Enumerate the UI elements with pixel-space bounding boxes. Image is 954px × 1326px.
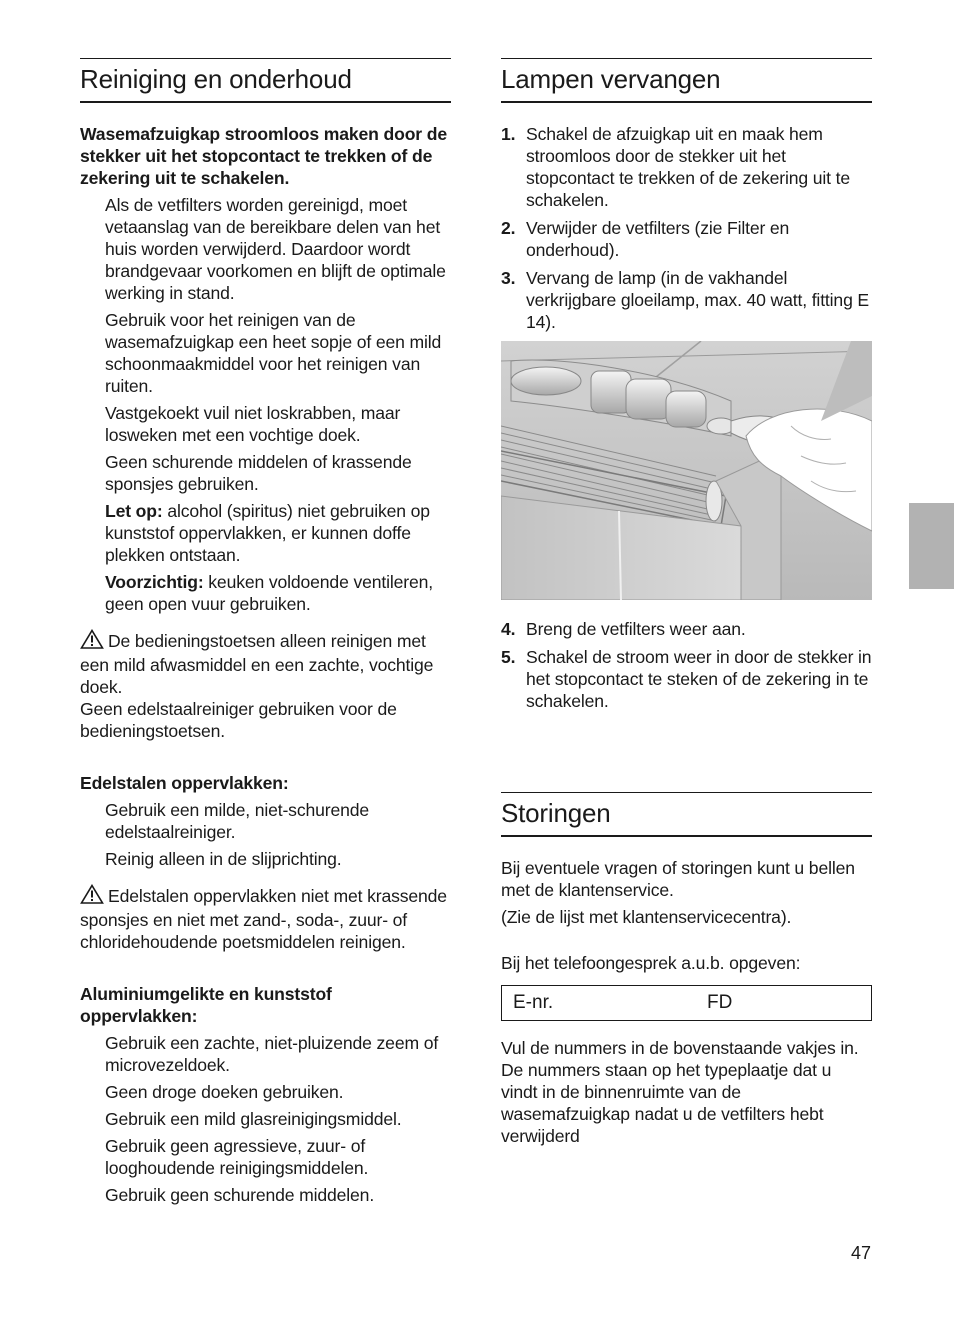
right-column	[501, 58, 872, 1147]
list-item	[501, 217, 872, 261]
list-item	[501, 618, 872, 640]
warning-controls-extra: Geen edelstaalreiniger gebruiken voor de bedieningstoetsen.	[80, 699, 397, 741]
warning-triangle-icon	[80, 884, 104, 909]
lamp-steps-list	[501, 123, 872, 333]
steel-heading: Edelstalen oppervlakken:	[80, 773, 289, 793]
step-text: Schakel de afzuigkap uit en maak hem stroomloos door de stekker uit het stopcontact te trekken of de zekering uit te schakelen.	[526, 124, 850, 210]
section-title-lamps: Lampen vervangen	[501, 58, 872, 103]
enr-label: E-nr.	[513, 992, 554, 1013]
paragraph: Geen schurende middelen of krassende sponsjes gebruiken.	[105, 452, 412, 494]
warning-triangle-icon	[80, 629, 104, 654]
step-number: 1.	[501, 124, 516, 144]
lamp-steps-list-2	[501, 618, 872, 712]
lamp-replacement-illustration	[501, 341, 872, 600]
step-number: 5.	[501, 647, 516, 667]
paragraph: Gebruik voor het reinigen van de wasemafzuigkap een heet sopje of een mild schoonmaakmiddel voor het reinigen van ruiten.	[105, 310, 442, 396]
alu-item: Gebruik geen schurende middelen.	[105, 1185, 375, 1205]
step-number: 2.	[501, 218, 516, 238]
fd-label: FD	[707, 992, 733, 1013]
faults-paragraph: (Zie de lijst met klantenservicecentra).	[501, 907, 792, 927]
chapter-tab	[909, 503, 954, 589]
alu-heading: Aluminiumgelikte en kunststof oppervlakken:	[80, 984, 332, 1026]
alu-item: Gebruik een mild glasreinigingsmiddel.	[105, 1109, 402, 1129]
list-item	[501, 267, 872, 333]
letop-note	[80, 500, 451, 566]
step-number: 4.	[501, 619, 516, 639]
step-text: Vervang de lamp (in de vakhandel verkrijgbare gloeilamp, max. 40 watt, fitting E 14).	[526, 268, 870, 332]
section-title-faults: Storingen	[501, 792, 872, 837]
faults-paragraph: Vul de nummers in de bovenstaande vakjes in. De nummers staan op het typeplaatje dat u vindt in de binnenruimte van de wasemafzuigkap nadat u de vetfilters hebt verwijderd	[501, 1038, 859, 1146]
steel-item: Gebruik een milde, niet-schurende edelstaalreiniger.	[105, 800, 369, 842]
section-title-cleaning: Reiniging en onderhoud	[80, 58, 451, 103]
warning-text: Edelstalen oppervlakken niet met krassende sponsjes en niet met zand-, soda-, zuur- of chloridehoudende poetsmiddelen reinigen.	[80, 886, 447, 952]
warning-controls	[80, 629, 451, 698]
warning-text: De bedieningstoetsen alleen reinigen met een mild afwasmiddel en een zachte, vochtige doek.	[80, 631, 434, 697]
lead-instruction: Wasemafzuigkap stroomloos maken door de stekker uit het stopcontact te trekken of de zekering uit te schakelen.	[80, 124, 447, 188]
list-item	[501, 646, 872, 712]
voorzichtig-text: keuken voldoende ventileren, geen open vuur gebruiken.	[105, 572, 433, 614]
letop-label: Let op:	[105, 501, 163, 521]
left-column	[80, 58, 451, 1206]
paragraph: Als de vetfilters worden gereinigd, moet vetaanslag van de bereikbare delen van het huis worden verwijderd. Daardoor wordt brandgevaar voorkomen en blijft de optimale werking in stand.	[105, 195, 446, 303]
step-text: Schakel de stroom weer in door de stekker in het stopcontact te steken of de zekering in te schakelen.	[526, 647, 872, 711]
alu-item: Gebruik een zachte, niet-pluizende zeem of microvezeldoek.	[105, 1033, 439, 1075]
page-number: 47	[851, 1243, 872, 1263]
step-number: 3.	[501, 268, 516, 288]
step-text: Verwijder de vetfilters (zie Filter en onderhoud).	[526, 218, 790, 260]
paragraph: Vastgekoekt vuil niet loskrabben, maar losweken met een vochtige doek.	[105, 403, 401, 445]
enr-fd-box[interactable]	[501, 985, 872, 1021]
letop-text: alcohol (spiritus) niet gebruiken op kunststof oppervlakken, er kunnen doffe plekken ontstaan.	[105, 501, 430, 565]
voorzichtig-note	[80, 571, 451, 615]
alu-item: Gebruik geen agressieve, zuur- of looghoudende reinigingsmiddelen.	[105, 1136, 369, 1178]
faults-paragraph: Bij eventuele vragen of storingen kunt u bellen met de klantenservice.	[501, 858, 855, 900]
faults-paragraph: Bij het telefoongesprek a.u.b. opgeven:	[501, 953, 801, 973]
alu-item: Geen droge doeken gebruiken.	[105, 1082, 344, 1102]
warning-steel	[80, 884, 451, 953]
steel-item: Reinig alleen in de slijprichting.	[105, 849, 342, 869]
voorzichtig-label: Voorzichtig:	[105, 572, 204, 592]
list-item	[501, 123, 872, 211]
step-text: Breng de vetfilters weer aan.	[526, 619, 746, 639]
